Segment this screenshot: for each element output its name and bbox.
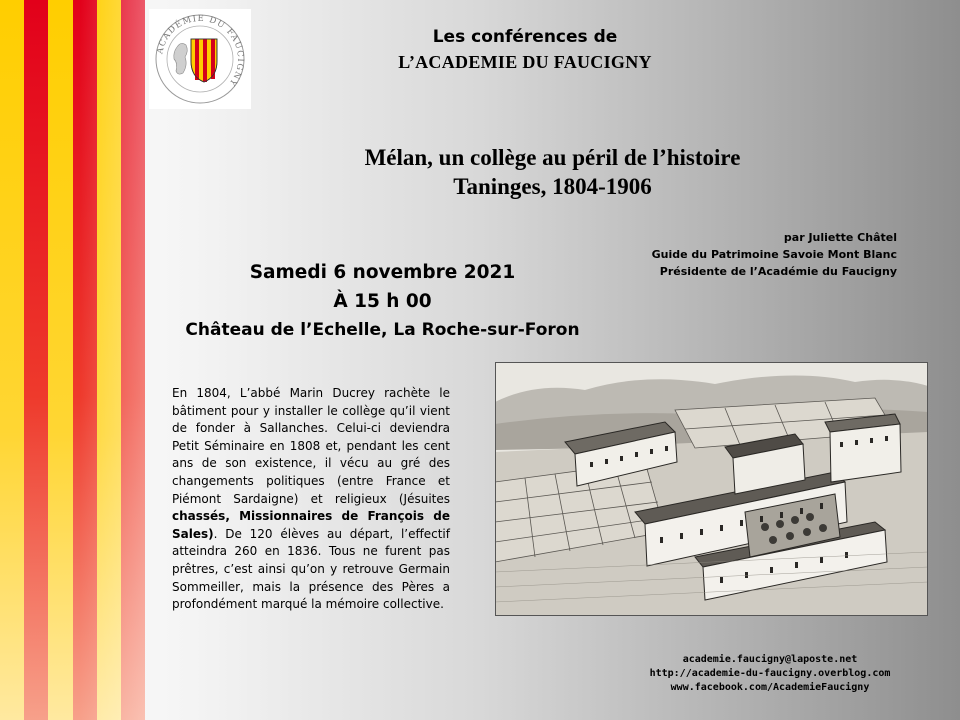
contact-email[interactable]: academie.faucigny@laposte.net — [682, 654, 858, 665]
lecture-subtitle: Taninges, 1804-1906 — [453, 174, 652, 199]
description-bold: chassés, Missionnaires de François de Sales) — [172, 509, 450, 541]
lecture-title: Mélan, un collège au péril de l’histoire — [364, 145, 741, 170]
speaker-role: Guide du Patrimoine Savoie Mont Blanc — [651, 248, 897, 261]
event-time: À 15 h 00 — [333, 291, 432, 312]
description-text-end: . De 120 élèves au départ, l’effectif atteindra 260 en 1836. Tous ne furent pas prêtres, c’est ainsi qu’on y retrouve Germain Sommeiller, mais la présence des Pères a profondément marqué la mémoire collective. — [172, 526, 450, 612]
academy-name: L’ACADEMIE DU FAUCIGNY — [398, 52, 652, 72]
college-engraving-image — [495, 362, 928, 616]
speaker-title: Présidente de l’Académie du Faucigny — [659, 265, 897, 278]
event-location: Château de l’Echelle, La Roche-sur-Foron — [185, 320, 580, 340]
description-text: En 1804, L’abbé Marin Ducrey rachète le bâtiment pour y installer le collège qu’il vient de fonder à Sallanches. Celui-ci deviendra Petit Séminaire en 1808 et, pendant les cent ans de son existence, il vécu au gré des changements politiques (entre France et Piémont Sardaigne) et religieux (Jésuites — [172, 386, 450, 506]
conference-series-title: Les conférences de — [432, 27, 618, 47]
event-date: Samedi 6 novembre 2021 — [249, 262, 516, 283]
speaker-block — [652, 229, 897, 280]
contact-facebook-link[interactable]: www.facebook.com/AcademieFaucigny — [670, 682, 870, 693]
academy-seal-logo — [149, 9, 251, 109]
stripe-fade-overlay — [0, 0, 145, 720]
svg-text:ACADÉMIE DU FAUCIGNY: ACADÉMIE DU FAUCIGNY — [155, 13, 246, 89]
speaker-name: par Juliette Châtel — [783, 231, 897, 244]
description-paragraph — [172, 385, 450, 614]
contact-blog-link[interactable]: http://academie-du-faucigny.overblog.com — [649, 668, 891, 679]
contact-block — [640, 653, 900, 695]
